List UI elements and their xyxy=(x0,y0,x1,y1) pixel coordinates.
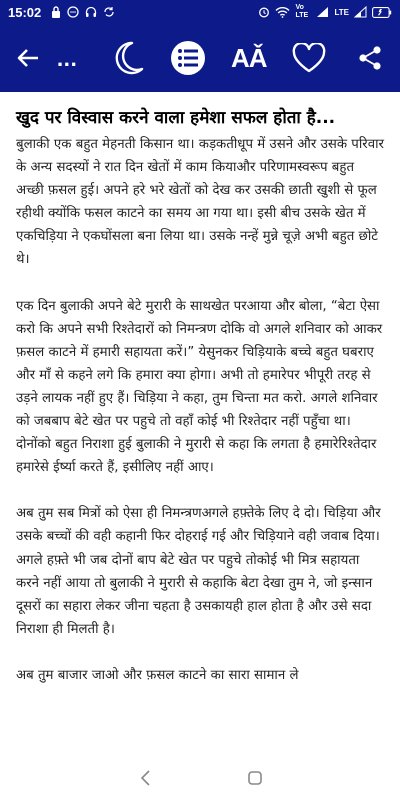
article-title: खुद पर विस्वास करने वाला हमेशा सफल होता है... xyxy=(16,108,336,128)
back-button[interactable] xyxy=(0,24,57,92)
app-toolbar xyxy=(0,24,400,92)
nav-back-icon xyxy=(139,770,151,786)
signal-icon-2 xyxy=(354,6,367,18)
share-icon xyxy=(358,45,382,71)
battery-icon xyxy=(372,7,392,18)
headphone-icon xyxy=(85,6,97,18)
system-nav-bar xyxy=(0,756,400,800)
message-icon xyxy=(67,6,79,18)
list-icon xyxy=(170,40,206,76)
status-bar xyxy=(0,0,400,24)
back-arrow-icon xyxy=(16,48,40,68)
article-paragraph-2: एक दिन बुलाकी अपने बेटे मुरारी के साथखेत परआया और बोला, “बेटा ऐसा करो कि अपने सभी रिश्तेदारों को निमन्त्रण दोकि वो अगले शनिवार को आकर फ़सल काटने में हमारी सहायता करें।” येसुनकर चिड़ियाके बच्चे बहुत घबराए और माँ से कहने लगे कि हमारा क्या होगा। अभी तो हमारेपर भीपूरी तरह से उड़ने लायक नहीं हुए हैं। चिड़िया ने कहा, तुम चिन्ता मत करो. अगले शनिवार को जबबाप बेटे खेत पर पहुचे तो वहाँ कोई भी रिश्तेदार नहीं पहुँचा था। दोनोंको बहुत निराशा हुई बुलाकी ने मुरारी से कहा कि लगता है हमारेरिश्तेदार हमारेसे ईर्ष्या करते हैं, इसीलिए नहीं आए। xyxy=(16,298,383,476)
signal-icon xyxy=(316,6,329,18)
heart-icon xyxy=(292,43,326,73)
notification-icons xyxy=(51,6,115,18)
lte-label: LTE xyxy=(334,7,349,17)
nav-home-button[interactable] xyxy=(235,758,275,798)
text-size-button[interactable] xyxy=(219,24,279,92)
lock-icon xyxy=(51,6,61,18)
chapter-list-button[interactable] xyxy=(158,24,218,92)
alarm-icon xyxy=(258,6,270,18)
volte-label: Vo LTE xyxy=(295,4,309,19)
share-button[interactable] xyxy=(339,24,399,92)
nav-home-icon xyxy=(247,770,263,786)
wifi-icon xyxy=(275,6,290,18)
article-paragraph-1: बुलाकी एक बहुत मेहनती किसान था। कड़कतीधूप में उसने और उसके परिवार के अन्य सदस्यों ने रात दिन खेतों में काम कियाऔर परिणामस्वरूप बहुत अच्छी फ़सल हुई। अपने हरे भरे खेतों को देख कर उसकी छाती खुशी से फूल रहीथी क्योंकि फसल काटने का समय आ गया था। इसी बीच उसके खेत में एकचिड़िया ने एकघोंसला बना लिया था। उसके नन्हें मुन्ने चूज़े अभी बहुत छोटे थे। xyxy=(16,137,384,268)
status-time: 15:02 xyxy=(8,4,42,20)
text-size-icon: AǍ xyxy=(230,42,267,73)
sync-icon xyxy=(103,6,115,18)
moon-icon xyxy=(112,41,144,75)
article-content[interactable] xyxy=(0,92,400,756)
title-ellipsis: ... xyxy=(56,49,78,71)
status-right xyxy=(258,4,392,20)
favorite-button[interactable] xyxy=(279,24,339,92)
article-paragraph-4: अब तुम बाजार जाओ और फ़सल काटने का सारा सामान ले xyxy=(16,667,299,683)
night-mode-button[interactable] xyxy=(98,24,158,92)
nav-back-button[interactable] xyxy=(125,758,165,798)
article-paragraph-3: अब तुम सब मित्रों को ऐसा ही निमन्त्रणअगले हफ़्तेके लिए दे दो। चिड़िया और उसके बच्चों की वही कहानी फिर दोहराई गई और चिड़ियाने वही जवाब दिया। अगले हफ़्ते भी जब दोनों बाप बेटे खेत पर पहुचे तोकोई भी मित्र सहायता करने नहीं आया तो बुलाकी ने मुरारी से कहाकि बेटा देखा तुम ने, जो इन्सान दूसरों का सहारा लेकर जीना चहता है उसकायही हाल होता है और उसे सदा निराशा ही मिलती है। xyxy=(16,506,381,637)
